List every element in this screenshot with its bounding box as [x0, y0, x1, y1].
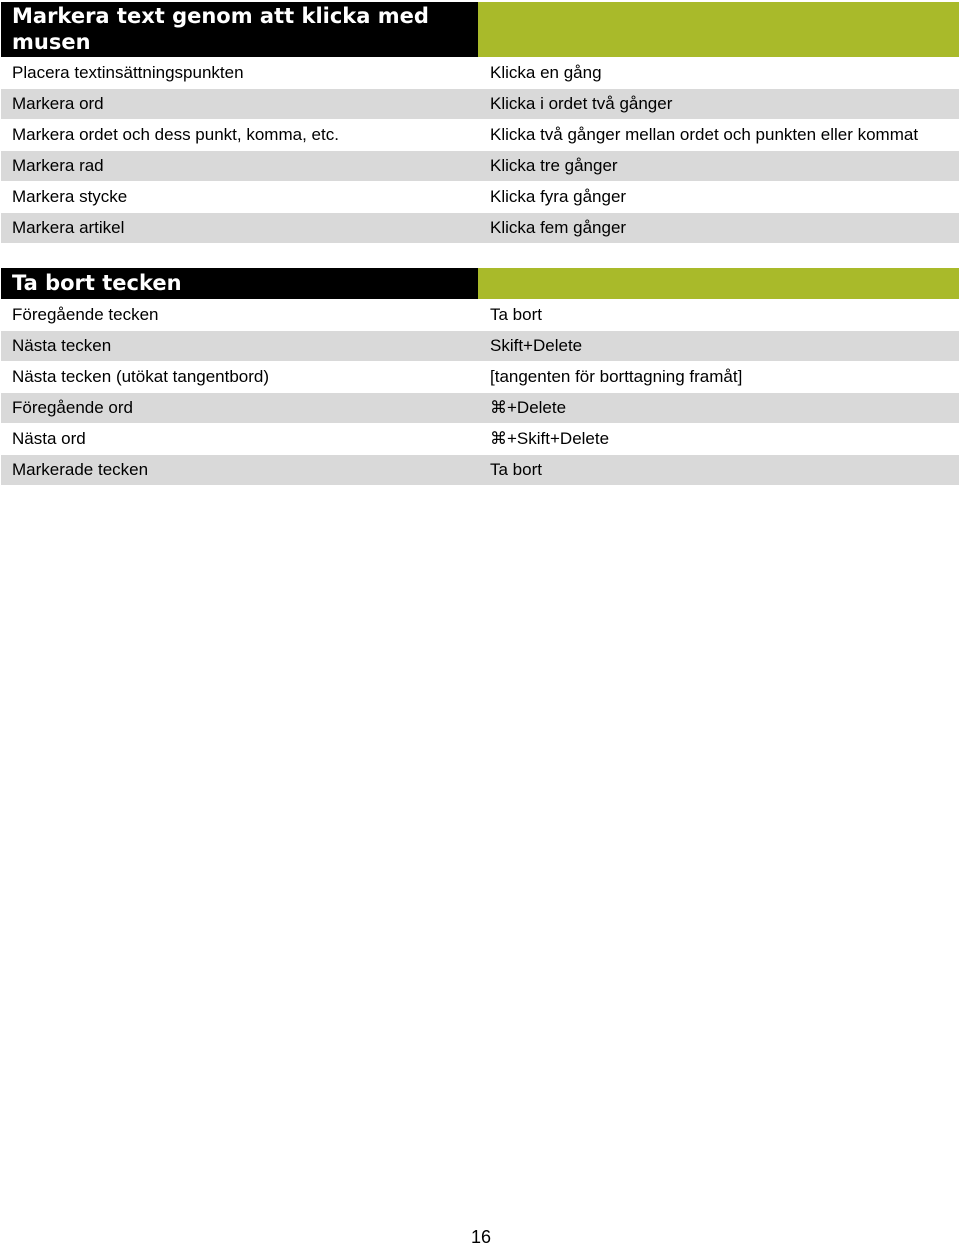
table-header	[1, 268, 959, 299]
table-row	[1, 120, 959, 150]
table-row	[1, 300, 959, 330]
shortcut-cell: Klicka fem gånger	[490, 218, 627, 237]
action-cell: Nästa ord	[12, 429, 86, 448]
shortcut-cell: Ta bort	[490, 460, 542, 479]
shortcut-cell: Skift+Delete	[490, 336, 583, 355]
shortcut-cell: [tangenten för borttagning framåt]	[490, 367, 743, 386]
table-row	[1, 89, 959, 119]
table-row	[1, 393, 959, 423]
action-cell: Placera textinsättningspunkten	[12, 63, 244, 82]
action-cell: Markera artikel	[12, 218, 125, 237]
table-row	[1, 331, 959, 361]
shortcut-cell: Klicka en gång	[490, 63, 602, 82]
page-number: 16	[470, 1227, 492, 1247]
shortcut-cell: Klicka tre gånger	[490, 156, 618, 175]
shortcut-cell: ⌘+Delete	[490, 398, 567, 417]
table-row	[1, 182, 959, 212]
action-cell: Markera stycke	[12, 187, 128, 206]
table-row	[1, 58, 959, 88]
shortcut-table-delete-characters	[1, 268, 959, 485]
header-accent-bar	[478, 2, 959, 57]
action-cell: Nästa tecken (utökat tangentbord)	[12, 367, 270, 386]
table-header	[1, 2, 959, 57]
table-row	[1, 151, 959, 181]
action-cell: Markera rad	[12, 156, 104, 175]
shortcut-cell: Klicka två gånger mellan ordet och punkten eller kommat	[490, 125, 919, 144]
action-cell: Markerade tecken	[12, 460, 149, 479]
shortcut-table-select-text	[1, 2, 959, 243]
action-cell: Markera ordet och dess punkt, komma, etc.	[12, 125, 339, 144]
shortcut-cell: Klicka fyra gånger	[490, 187, 627, 206]
action-cell: Markera ord	[12, 94, 104, 113]
section-title: Markera text genom att klicka med musen	[1, 2, 478, 57]
table-row	[1, 213, 959, 243]
shortcut-cell: ⌘+Skift+Delete	[490, 429, 610, 448]
header-accent-bar	[478, 268, 959, 299]
table-row	[1, 424, 959, 454]
shortcut-cell: Ta bort	[490, 305, 542, 324]
shortcut-cell: Klicka i ordet två gånger	[490, 94, 673, 113]
table-row	[1, 362, 959, 392]
table-row	[1, 455, 959, 485]
section-title: Ta bort tecken	[1, 268, 478, 299]
action-cell: Föregående tecken	[12, 305, 159, 324]
action-cell: Föregående ord	[12, 398, 133, 417]
action-cell: Nästa tecken	[12, 336, 112, 355]
